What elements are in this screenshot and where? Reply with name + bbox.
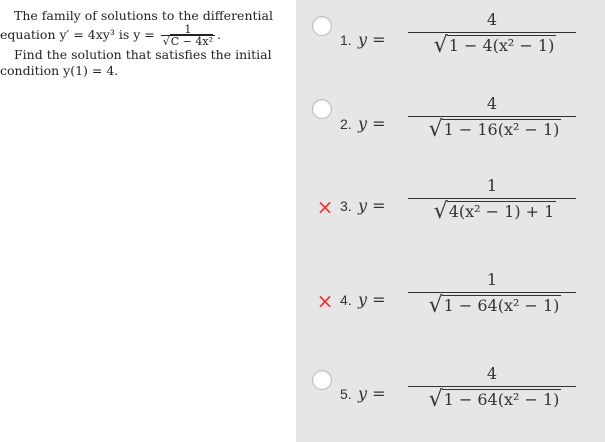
option-numerator: 4 [486, 364, 498, 383]
option-denominator [408, 35, 576, 57]
option-denominator [408, 119, 576, 141]
option-radicand: 1 − 4(x² − 1) [448, 36, 555, 55]
option-fraction [408, 364, 576, 411]
radical-icon: √ [428, 293, 443, 318]
problem-line-1: The family of solutions to the differential [14, 8, 273, 23]
inline-radicand: C − 4x² [170, 35, 213, 48]
radical-icon: √ [433, 199, 448, 224]
option-lhs: y = [358, 196, 386, 215]
option-lhs: y = [358, 114, 386, 133]
option-number: 2. [340, 116, 352, 132]
option-fraction [408, 10, 576, 57]
option-radicand: 1 − 64(x² − 1) [443, 390, 560, 409]
radio-button-option-5[interactable] [312, 370, 332, 390]
option-number: 4. [340, 292, 352, 308]
option-lhs: y = [358, 384, 386, 403]
option-denominator [408, 201, 576, 223]
problem-line-3: Find the solution that satisfies the initial [14, 47, 272, 62]
radio-button-option-1[interactable] [312, 16, 332, 36]
answer-option-1[interactable] [296, 8, 605, 78]
wrong-answer-x-icon: × [316, 289, 334, 313]
radical-icon: √ [428, 117, 443, 142]
problem-statement [0, 8, 290, 79]
option-numerator: 1 [486, 270, 498, 289]
radical-icon: √ [433, 33, 448, 58]
radical-icon: √ [162, 35, 170, 48]
option-lhs: y = [358, 30, 386, 49]
problem-line-4: condition y(1) = 4. [0, 63, 119, 78]
option-number: 1. [340, 32, 352, 48]
option-denominator [408, 389, 576, 411]
option-fraction [408, 94, 576, 141]
option-numerator: 4 [486, 94, 498, 113]
equation-text: equation y′ = 4xy³ is y = [0, 27, 155, 42]
option-numerator: 1 [486, 176, 498, 195]
equation-period: . [217, 27, 221, 42]
answer-option-2[interactable] [296, 94, 605, 164]
answer-option-5[interactable] [296, 364, 605, 434]
inline-fraction-denominator [161, 35, 215, 47]
option-number: 5. [340, 386, 352, 402]
option-radicand: 4(x² − 1) + 1 [448, 202, 555, 221]
option-fraction [408, 270, 576, 317]
option-numerator: 4 [486, 10, 498, 29]
problem-line-2 [0, 24, 290, 47]
option-radicand: 1 − 64(x² − 1) [443, 296, 560, 315]
radio-button-option-2[interactable] [312, 99, 332, 119]
option-number: 3. [340, 198, 352, 214]
wrong-answer-x-icon: × [316, 195, 334, 219]
option-lhs: y = [358, 290, 386, 309]
inline-fraction [161, 24, 215, 47]
option-radicand: 1 − 16(x² − 1) [443, 120, 560, 139]
option-fraction [408, 176, 576, 223]
answer-option-4[interactable] [296, 270, 605, 340]
radical-icon: √ [428, 387, 443, 412]
inline-fraction-numerator: 1 [184, 23, 192, 36]
option-denominator [408, 295, 576, 317]
answer-option-3[interactable] [296, 176, 605, 246]
answer-options-panel [296, 0, 605, 442]
